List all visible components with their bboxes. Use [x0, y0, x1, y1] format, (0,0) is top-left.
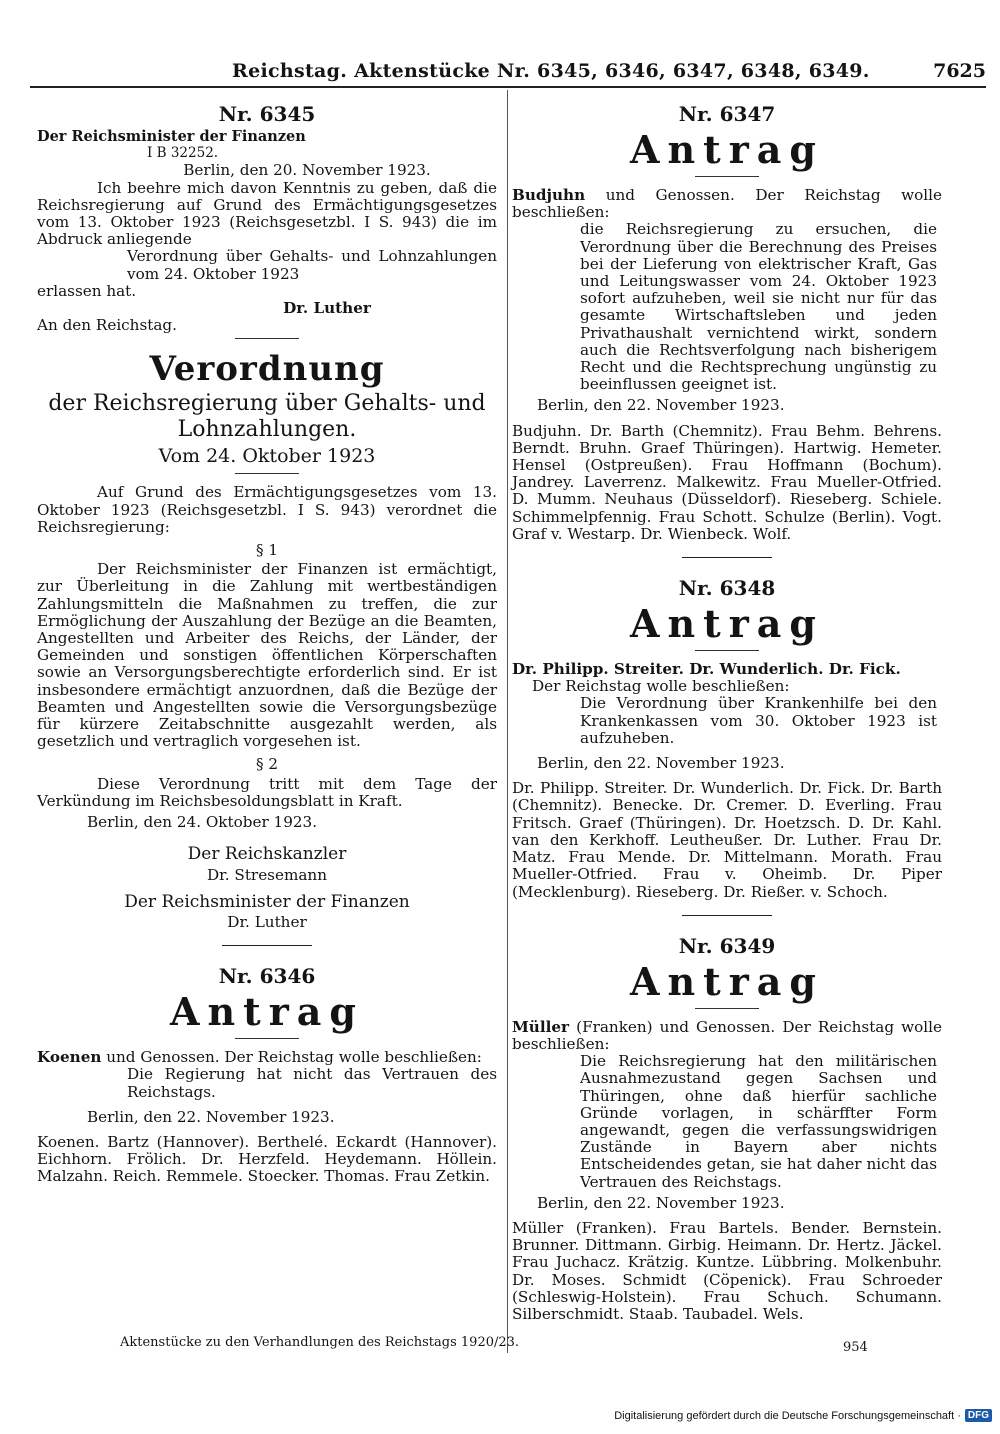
- intro-text: Auf Grund des Ermächtigungsgesetzes vom 13. Oktober 1923 (Reichsgesetzbl. I S. 943) verordnet die Reichsregierung:: [37, 483, 497, 536]
- document-6348: [512, 576, 942, 901]
- doc-number: Nr. 6348: [678, 576, 776, 601]
- document-6347: [512, 102, 942, 543]
- antrag-heading: Antrag: [630, 958, 824, 1004]
- page-number: 7625: [933, 60, 986, 82]
- signatory-2-name: Dr. Luther: [227, 912, 307, 931]
- place-date: Berlin, den 24. Oktober 1923.: [87, 813, 318, 832]
- doc-number: Nr. 6349: [678, 933, 776, 958]
- quote-text: Verordnung über Gehalts- und Lohnzahlungen vom 24. Oktober 1923: [127, 247, 497, 283]
- signature: Dr. Luther: [283, 299, 371, 318]
- lead-text: und Genossen. Der Reichstag wolle beschließen:: [101, 1048, 482, 1067]
- quote-text: Die Reichsregierung hat den militärischen Ausnahmezustand gegen Sachsen und Thüringen, ohne daß hierfür sachliche Gründe vorlagen, in schärffter Form angewandt, gegen die verfassungswidrigen Zustände in Bayern aber nichts Entscheidendes getan, sie hat daher nicht das Vertrauen des Reichstags.: [580, 1052, 937, 1191]
- place-date: Berlin, den 20. November 1923.: [183, 161, 431, 180]
- place-date: Berlin, den 22. November 1923.: [537, 1193, 785, 1212]
- place-date: Berlin, den 22. November 1923.: [537, 754, 785, 773]
- running-header: [0, 52, 1000, 88]
- lead-name: Budjuhn: [512, 186, 586, 204]
- separator: [235, 473, 299, 474]
- paragraph-2-text: Diese Verordnung tritt mit dem Tage der Verkündung im Reichsbesoldungsblatt in Kraft.: [37, 774, 497, 810]
- reference: I B 32252.: [147, 145, 219, 162]
- document-6346: [37, 964, 497, 1185]
- verordnung-subtitle: der Reichsregierung über Gehalts- und Lohnzahlungen.: [48, 391, 486, 443]
- signatories: Budjuhn. Dr. Barth (Chemnitz). Frau Behm. Behrens. Berndt. Bruhn. Graef Thüringen). Hartwig. Hemeter. Hensel (Ostpreußen). Frau Hoffmann (Bochum). Jandrey. Laverrenz. Malkewitz. Frau Mueller-Otfried. D. Mumm. Neuhaus (Düsseldorf). Rieseberg. Schiele. Schimmelpfennig. Frau Schott. Schulze (Berlin). Vogt. Graf v. Westarp. Dr. Wienbeck. Wolf.: [512, 421, 942, 543]
- verordnung-title: Verordnung: [149, 349, 385, 390]
- sender: Der Reichsminister der Finanzen: [37, 128, 306, 145]
- dfg-logo: DFG: [965, 1409, 992, 1422]
- place-date: Berlin, den 22. November 1923.: [537, 396, 785, 415]
- doc-number: Nr. 6345: [218, 102, 316, 126]
- signatories: Müller (Franken). Frau Bartels. Bender. Bernstein. Brunner. Dittmann. Girbig. Heimann. Dr. Hertz. Jäckel. Frau Juchacz. Krätzig. Kuntze. Lübbring. Molkenbuhr. Dr. Moses. Schmidt (Cöpenick). Frau Schroeder (Schleswig-Holstein). Frau Schuch. Schumann. Silberschmidt. Staab. Taubadel. Wels.: [512, 1218, 942, 1323]
- verordnung-date: Vom 24. Oktober 1923: [158, 445, 376, 468]
- verordnung: [37, 349, 497, 931]
- place-date: Berlin, den 22. November 1923.: [87, 1107, 335, 1126]
- quote-text: Die Verordnung über Krankenhilfe bei den Krankenkassen vom 30. Oktober 1923 ist aufzuheben.: [580, 694, 937, 747]
- doc-number: Nr. 6346: [218, 964, 316, 989]
- right-column: [512, 96, 942, 1323]
- lead-text: (Franken) und Genossen. Der Reichstag wolle beschließen:: [512, 1017, 942, 1053]
- separator: [695, 176, 759, 177]
- running-title: Reichstag. Aktenstücke Nr. 6345, 6346, 6347, 6348, 6349.: [232, 60, 870, 82]
- lead-name: Müller: [512, 1017, 570, 1036]
- left-column: [37, 96, 497, 1186]
- addressee: An den Reichstag.: [37, 316, 177, 335]
- separator: [695, 650, 759, 651]
- paragraph-1-label: § 1: [255, 541, 279, 560]
- dfg-credit: [614, 1409, 992, 1422]
- signatory-1-name: Dr. Stresemann: [207, 865, 327, 884]
- antrag-heading: Antrag: [630, 601, 824, 647]
- signatory-2-title: Der Reichsminister der Finanzen: [124, 891, 410, 912]
- separator: [695, 1008, 759, 1009]
- quote-text: die Reichsregierung zu ersuchen, die Verordnung über die Berechnung des Preises bei der Lieferung von elektrischer Kraft, Gas und Leitungswasser vom 24. Oktober 1923 sofort aufzuheben, weil sie nicht nur für das gesamte Wirtschaftsleben und jeden Privathaushalt vernichtend wirkt, sondern auch die Rechtsverfolgung nach bisherigem Recht und die Rechtsprechung ungünstig zu beeinflussen geeignet ist.: [580, 220, 937, 394]
- separator: [235, 338, 299, 339]
- antrag-heading: Antrag: [170, 989, 364, 1035]
- document-6345: [37, 102, 497, 334]
- antrag-heading: Antrag: [630, 127, 824, 172]
- paragraph-1-text: Der Reichsminister der Finanzen ist ermächtigt, zur Überleitung in die Zahlung mit wertbeständigen Zahlungsmitteln die Maßnahmen zu treffen, die zur Ermöglichung der Auszahlung der Bezüge an die Beamten, Angestellten und Arbeiter des Reichs, der Länder, der Gemeinden und sonstigen öffentlichen Körperschaften sowie an Versorgungsberechtigte erforderlich sind. Er ist insbesondere ermächtigt anzuordnen, daß die Bezüge der Beamten und Angestellten sowie die Versorgungsbezüge für kürzere Zeitabschnitte ausgezahlt werden, als gesetzlich und vertraglich vorgesehen ist.: [37, 560, 497, 751]
- closing-text: erlassen hat.: [37, 281, 137, 300]
- lead-text: und Genossen. Der Reichstag wolle beschließen:: [512, 186, 942, 222]
- separator: [222, 945, 312, 946]
- lead-name: Koenen: [37, 1048, 102, 1067]
- body-text: Ich beehre mich davon Kenntnis zu geben, daß die Reichsregierung auf Grund des Ermächtigungsgesetzes vom 13. Oktober 1923 (Reichsgesetzbl. I S. 943) die im Abdruck anliegende: [37, 178, 497, 249]
- footer-number: 954: [843, 1340, 868, 1355]
- paragraph-2-label: § 2: [255, 755, 279, 774]
- signatories: Koenen. Bartz (Hannover). Berthelé. Eckardt (Hannover). Eichhorn. Frölich. Dr. Herzfeld. Heydemann. Höllein. Malzahn. Reich. Remmele. Stoecker. Thomas. Frau Zetkin.: [37, 1132, 497, 1186]
- lead-text: Der Reichstag wolle beschließen:: [532, 677, 790, 696]
- lead-names: Dr. Philipp. Streiter. Dr. Wunderlich. Dr. Fick.: [512, 660, 901, 679]
- dfg-text: Digitalisierung gefördert durch die Deutsche Forschungsgemeinschaft ·: [614, 1409, 961, 1422]
- document-6349: [512, 934, 942, 1323]
- signatory-1-title: Der Reichskanzler: [187, 844, 347, 865]
- column-divider: [507, 90, 508, 1353]
- quote-text: Die Regierung hat nicht das Vertrauen des Reichstags.: [127, 1065, 497, 1101]
- separator: [235, 1038, 299, 1039]
- separator: [682, 557, 772, 558]
- doc-number: Nr. 6347: [678, 102, 776, 126]
- signatories: Dr. Philipp. Streiter. Dr. Wunderlich. Dr. Fick. Dr. Barth (Chemnitz). Benecke. Dr. Cremer. D. Everling. Frau Fritsch. Graef (Thüringen). Dr. Hoetzsch. D. Dr. Kahl. van den Kerkhoff. Leutheußer. Dr. Luther. Frau Dr. Matz. Frau Mende. Dr. Mittelmann. Morath. Frau Mueller-Otfried. Frau v. Oheimb. Dr. Piper (Mecklenburg). Rieseberg. Dr. Rießer. v. Schoch.: [512, 779, 942, 901]
- separator: [682, 915, 772, 916]
- header-rule: [30, 86, 986, 88]
- footer-publication: Aktenstücke zu den Verhandlungen des Reichstags 1920/23.: [120, 1335, 520, 1350]
